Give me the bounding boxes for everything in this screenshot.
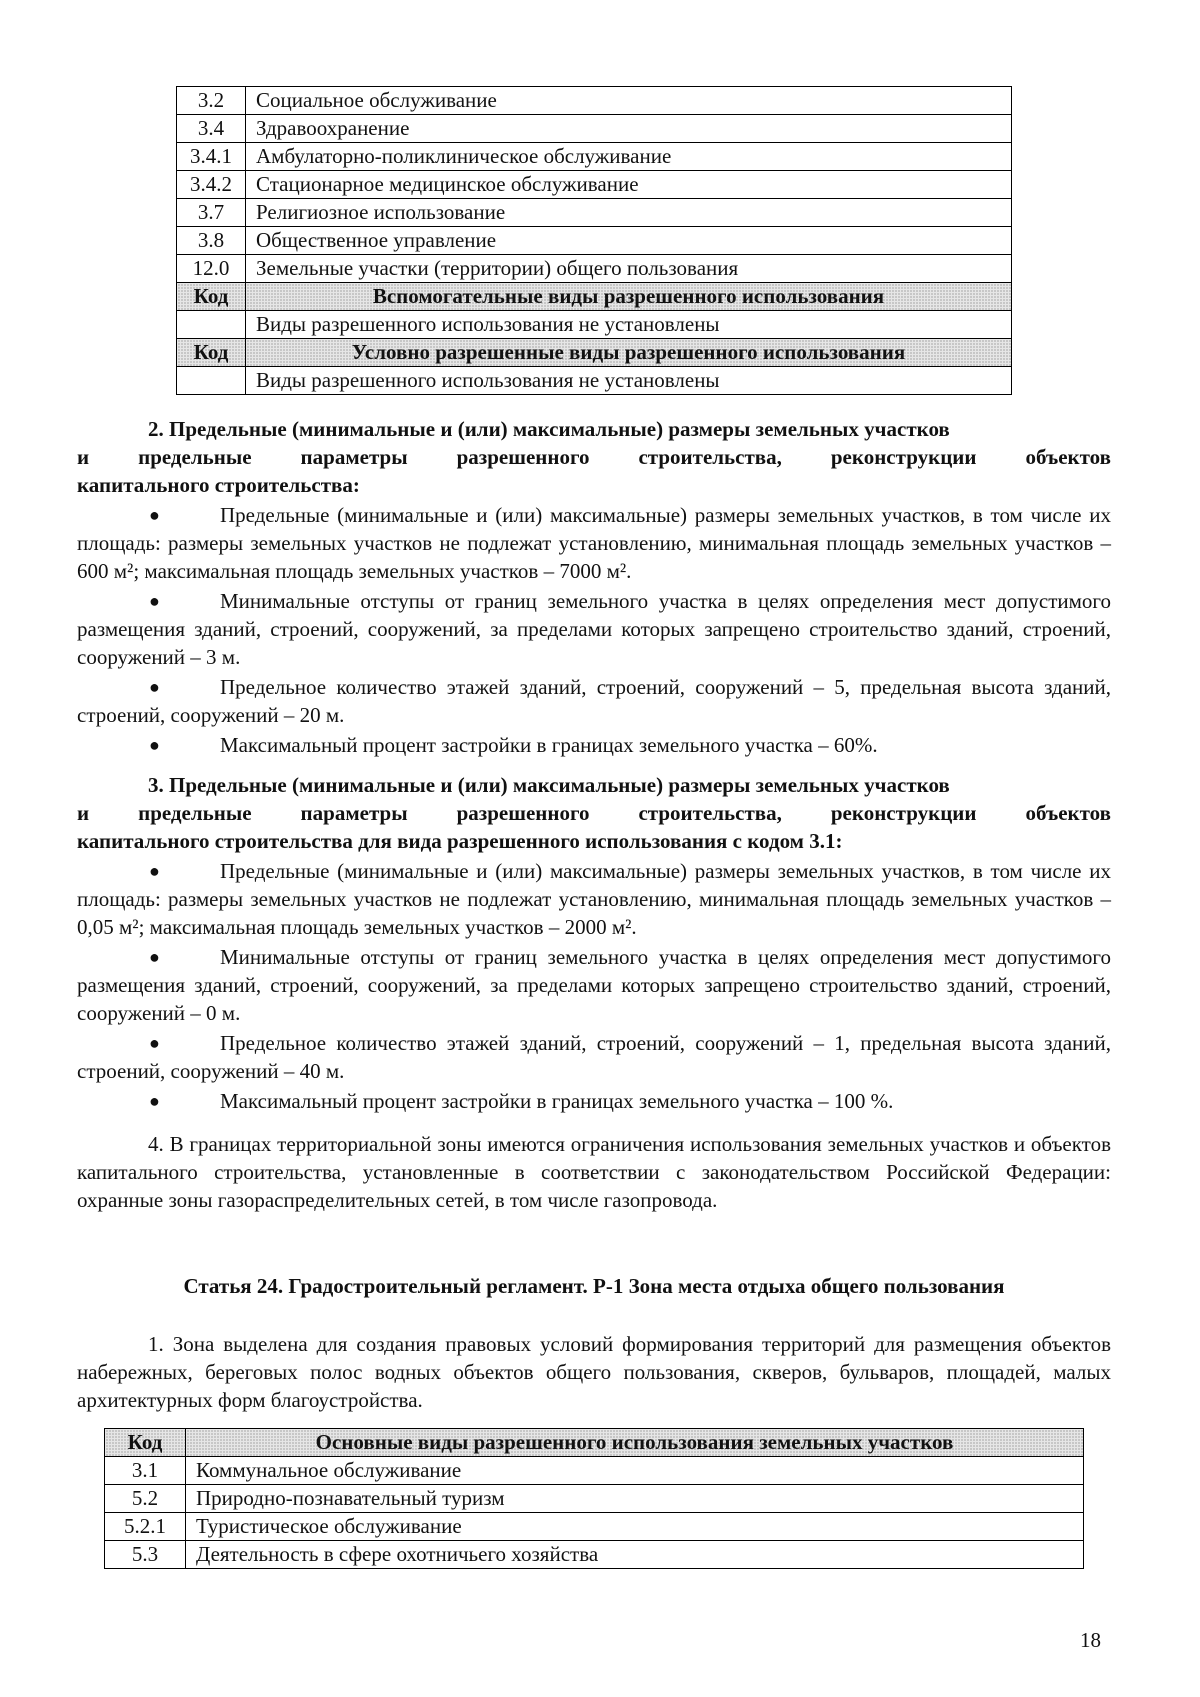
table-row bbox=[177, 227, 1012, 255]
code-cell: 3.1 bbox=[105, 1457, 186, 1485]
permitted-use-table-zone bbox=[176, 86, 1012, 395]
use-name-cell: Деятельность в сфере охотничьего хозяйства bbox=[186, 1541, 1084, 1569]
list-item: ● Минимальные отступы от границ земельного участка в целях определения мест допустимого размещения зданий, строений, сооружений, за пределами которых запрещено строительство зданий, строений, сооружений – 3 м. bbox=[77, 589, 1111, 669]
section-3-heading-line-1: 3. Предельные (минимальные и (или) максимальные) размеры земельных участков bbox=[148, 773, 950, 797]
bullet-icon: ● bbox=[149, 677, 160, 697]
code-header: Код bbox=[105, 1429, 186, 1457]
auxiliary-uses-header: Вспомогательные виды разрешенного использования bbox=[246, 283, 1012, 311]
table-row bbox=[177, 143, 1012, 171]
table-row bbox=[177, 115, 1012, 143]
use-name-cell: Здравоохранение bbox=[246, 115, 1012, 143]
article-24-paragraph-1: 1. Зона выделена для создания правовых условий формирования территорий для размещения объектов набережных, береговых полос водных объектов общего пользования, скверов, бульваров, площадей, малых архитектурных форм благоустройства. bbox=[77, 1332, 1111, 1412]
use-name-cell: Общественное управление bbox=[246, 227, 1012, 255]
table-row bbox=[177, 199, 1012, 227]
table-row bbox=[177, 255, 1012, 283]
list-item: ● Максимальный процент застройки в границах земельного участка – 60%. bbox=[149, 733, 878, 757]
list-item: ● Предельное количество этажей зданий, строений, сооружений – 5, предельная высота зданий, строений, сооружений – 20 м. bbox=[77, 675, 1111, 727]
list-item: ● Предельные (минимальные и (или) максимальные) размеры земельных участков, в том числе их площадь: размеры земельных участков не подлежат установлению, минимальная площадь земельных участков – 600 м²; максимальная площадь земельных участков – 7000 м². bbox=[77, 503, 1111, 583]
list-item: ● Максимальный процент застройки в границах земельного участка – 100 %. bbox=[149, 1089, 894, 1113]
section-3-heading-line-3: капитального строительства для вида разрешенного использования с кодом 3.1: bbox=[77, 829, 843, 853]
code-cell: 3.8 bbox=[177, 227, 246, 255]
section-2-heading-line-1: 2. Предельные (минимальные и (или) максимальные) размеры земельных участков bbox=[148, 417, 950, 441]
use-name-cell: Религиозное использование bbox=[246, 199, 1012, 227]
use-name-cell: Амбулаторно-поликлиническое обслуживание bbox=[246, 143, 1012, 171]
use-name-cell: Природно-познавательный туризм bbox=[186, 1485, 1084, 1513]
list-item: ● Минимальные отступы от границ земельного участка в целях определения мест допустимого размещения зданий, строений, сооружений, за пределами которых запрещено строительство зданий, строений, сооружений – 0 м. bbox=[77, 945, 1111, 1025]
main-uses-header: Основные виды разрешенного использования земельных участков bbox=[186, 1429, 1084, 1457]
code-cell: 3.2 bbox=[177, 87, 246, 115]
code-cell: 5.2 bbox=[105, 1485, 186, 1513]
article-24-title: Статья 24. Градостроительный регламент. Р-1 Зона места отдыха общего пользования bbox=[183, 1274, 1005, 1298]
table-row bbox=[105, 1457, 1084, 1485]
section-3-heading-line-2: и предельные параметры разрешенного строительства, реконструкции объектов bbox=[77, 801, 1111, 825]
code-cell: 3.4.2 bbox=[177, 171, 246, 199]
use-name-cell: Коммунальное обслуживание bbox=[186, 1457, 1084, 1485]
auxiliary-uses-header-row bbox=[177, 283, 1012, 311]
section-2-heading-line-2: и предельные параметры разрешенного строительства, реконструкции объектов bbox=[77, 445, 1111, 469]
main-uses-header-row bbox=[105, 1429, 1084, 1457]
section-4-paragraph: 4. В границах территориальной зоны имеются ограничения использования земельных участков и объектов капитального строительства, установленные в соответствии с законодательством Российской Федерации: охранные зоны газораспределительных сетей, в том числе газопровода. bbox=[77, 1132, 1111, 1212]
use-name-cell: Стационарное медицинское обслуживание bbox=[246, 171, 1012, 199]
list-item: ● Предельное количество этажей зданий, строений, сооружений – 1, предельная высота зданий, строений, сооружений – 40 м. bbox=[77, 1031, 1111, 1083]
main-uses-table-r1 bbox=[104, 1428, 1084, 1569]
conditional-uses-header-row bbox=[177, 339, 1012, 367]
use-name-cell: Виды разрешенного использования не установлены bbox=[246, 311, 1012, 339]
bullet-icon: ● bbox=[149, 505, 160, 525]
table-row bbox=[177, 171, 1012, 199]
bullet-icon: ● bbox=[149, 591, 160, 611]
table-row bbox=[105, 1513, 1084, 1541]
bullet-icon: ● bbox=[149, 1091, 160, 1111]
code-header: Код bbox=[177, 339, 246, 367]
code-cell: 12.0 bbox=[177, 255, 246, 283]
bullet-icon: ● bbox=[149, 947, 160, 967]
use-name-cell: Социальное обслуживание bbox=[246, 87, 1012, 115]
section-4 bbox=[77, 1130, 1111, 1214]
use-name-cell: Земельные участки (территории) общего пользования bbox=[246, 255, 1012, 283]
use-name-cell: Виды разрешенного использования не установлены bbox=[246, 367, 1012, 395]
code-cell: 3.7 bbox=[177, 199, 246, 227]
code-cell bbox=[177, 311, 246, 339]
article-24-body bbox=[77, 1330, 1111, 1414]
code-cell: 3.4.1 bbox=[177, 143, 246, 171]
list-item: ● Предельные (минимальные и (или) максимальные) размеры земельных участков, в том числе их площадь: размеры земельных участков не подлежат установлению, минимальная площадь земельных участков – 0,05 м²; максимальная площадь земельных участков – 2000 м². bbox=[77, 859, 1111, 939]
conditional-uses-header: Условно разрешенные виды разрешенного использования bbox=[246, 339, 1012, 367]
code-header: Код bbox=[177, 283, 246, 311]
page-number: 18 bbox=[1080, 1628, 1101, 1652]
section-3 bbox=[77, 771, 1111, 1115]
bullet-icon: ● bbox=[149, 1033, 160, 1053]
table-row bbox=[177, 367, 1012, 395]
code-cell bbox=[177, 367, 246, 395]
table-row bbox=[105, 1485, 1084, 1513]
code-cell: 3.4 bbox=[177, 115, 246, 143]
table-row bbox=[177, 87, 1012, 115]
section-2 bbox=[77, 415, 1111, 759]
bullet-icon: ● bbox=[149, 735, 160, 755]
table-row bbox=[105, 1541, 1084, 1569]
use-name-cell: Туристическое обслуживание bbox=[186, 1513, 1084, 1541]
code-cell: 5.3 bbox=[105, 1541, 186, 1569]
code-cell: 5.2.1 bbox=[105, 1513, 186, 1541]
table-row bbox=[177, 311, 1012, 339]
bullet-icon: ● bbox=[149, 861, 160, 881]
section-2-heading-line-3: капитального строительства: bbox=[77, 473, 360, 497]
